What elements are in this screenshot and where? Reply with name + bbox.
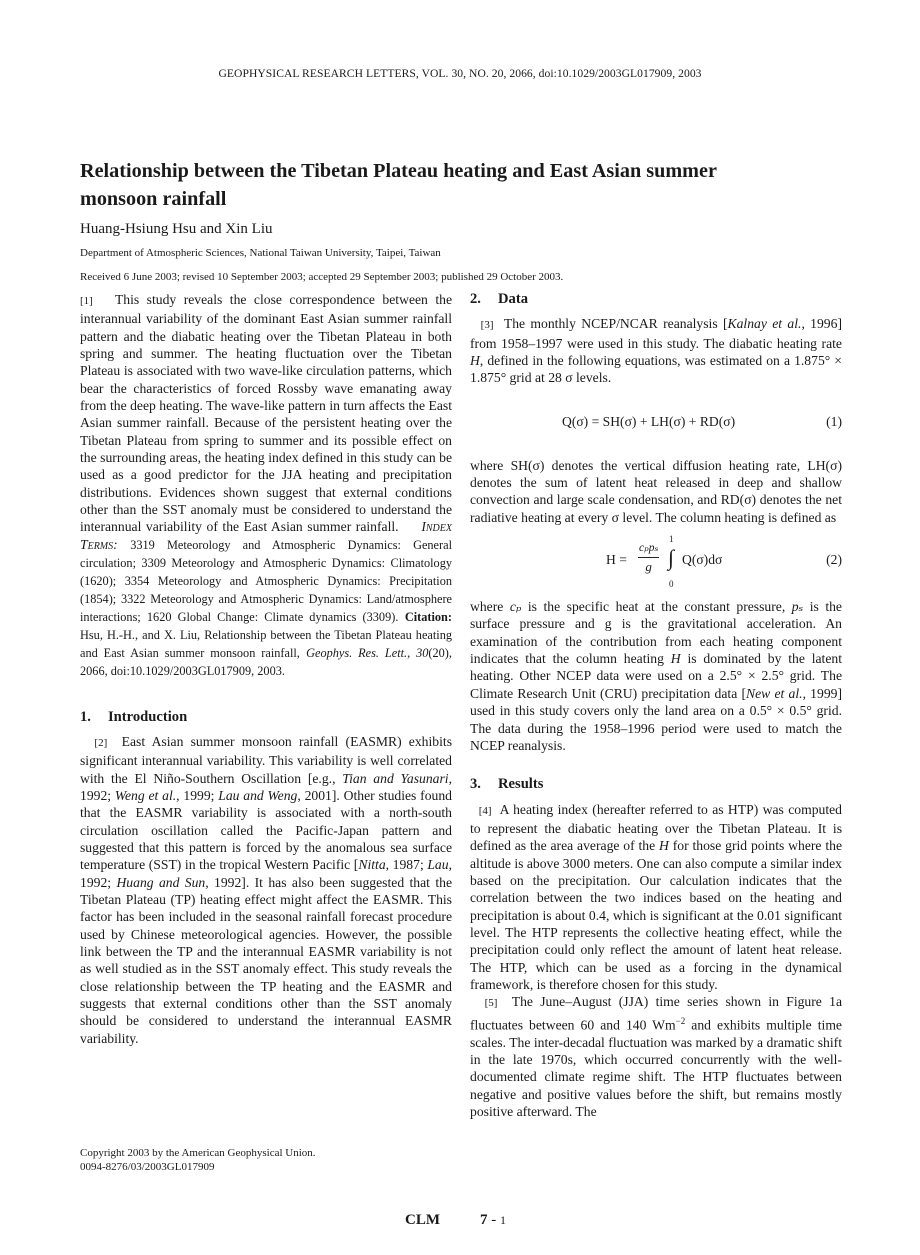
index-terms-label: Index Terms: xyxy=(80,519,452,552)
received-dates: Received 6 June 2003; revised 10 September 2003; accepted 29 September 2003; published 29 October 2003. xyxy=(80,271,564,283)
left-column xyxy=(80,291,452,1047)
paper-title: Relationship between the Tibetan Plateau heating and East Asian summer monsoon rainfall xyxy=(80,160,717,210)
copyright-notice: Copyright 2003 by the American Geophysical Union. 0094-8276/03/2003GL017909 xyxy=(80,1147,316,1173)
results-paragraph-4: [4] A heating index (hereafter referred to as HTP) was computed to represent the diabatic heating over the Tibetan Plateau. It is defined as the area average of the H for those grid points where the altitude is above 3000 meters. One can also compute a similar index based on the precipitation. Our calculation indicates that the correlation between the two indices based on the heating and precipitation is about 0.4, which is significant at the 0.01 significant level. The HTP represents the collective heating effect, while the precipitation could only reflect the amount of latent heat release. The HTP, which can be used as a forcing in the dynamical framework, is therefore chosen for this study. xyxy=(470,801,843,992)
results-paragraph-5: [5] The June–August (JJA) time series shown in Figure 1a fluctuates between 60 and 140 $Wm^{-2}$ and exhibits multiple time scales. The inter-decadal fluctuation was marked by a dramatic shift in the late 1970s, which occurred concurrently with the well-documented climate regime shift. The HTP fluctuates between negative and positive values before the shift, but remains mostly positive afterward. The xyxy=(470,994,843,1119)
intro-paragraph: [2] East Asian summer monsoon rainfall (EASMR) exhibits significant interannual variability. This variability is well correlated with the El Niño-Southern Oscillation [e.g., Tian and Yasunari, 1992; Weng et al., 1999; Lau and Weng, 2001]. Other studies found that the EASMR variability is associated with a north-south circulation oscillation called the Pacific-Japan pattern and suggested that this pattern is forced by the anomalous sea surface temperature (SST) in the tropical Western Pacific [Nitta, 1987; Lau, 1992; Huang and Sun, 1992]. It has also been suggested that the Tibetan Plateau (TP) heating effect might affect the EASMR. This factor has been included in the seasonal rainfall forecast procedure used by Chinese meteorological agencies. However, the possible link between the TP and the interannual EASMR variability is not as well studied as in the SST anomaly effect. This study reveals the close relationship between the TP heating and the EASMR and suggests that external conditions other than the SST anomaly should be considered to understand the interannual EASMR variability. xyxy=(80,733,453,1046)
abstract-text: This study reveals the close correspondence between the interannual variability of the dominant East Asian summer rainfall pattern and the diabatic heating over the Tibetan Plateau in both spring and summer. The heating fluctuation over the Tibetan Plateau is associated with two wave-like circulation patterns, which bear the characteristics of forced Rossby wave emanating away from the deep heating. The wave-like pattern in turn affects the East Asian summer rainfall. Because of the persistent heating over the Tibetan Plateau from spring to summer and its possible effect on the surrounding areas, the heating index defined in this study can be used as a good predictor for the JJA heating and precipitation distributions. Evidences shown suggest that external conditions other than the SST anomaly must be considered to understand the interannual variability of the East Asian summer rainfall. xyxy=(80,292,453,535)
citation-text: Hsu, H.-H., and X. Liu, Relationship between the Tibetan Plateau heating and East Asian summer monsoon rainfall, xyxy=(80,628,452,661)
section-heading-data: 2. Data xyxy=(470,291,528,307)
running-head: GEOPHYSICAL RESEARCH LETTERS, VOL. 30, NO. 20, 2066, doi:10.1029/2003GL017909, 2003 xyxy=(218,67,702,80)
reference: Huang and Sun xyxy=(116,874,206,890)
data-paragraph-2: where SH(σ) denotes the vertical diffusion heating rate, LH(σ) denotes the sum of latent heat released in deep and shallow convection and large scale condensation, and RD(σ) denotes the net radiative heating at every σ level. The column heating is defined as xyxy=(470,457,842,525)
citation-doi: (20), 2066, doi:10.1029/2003GL017909, 2003. xyxy=(80,646,452,679)
page-number: 7 - 1 xyxy=(480,1212,506,1228)
paragraph-number: [2] xyxy=(94,736,108,749)
integral-sign: ∫ xyxy=(668,545,675,571)
equation-2: H = cₚpₛ g 1 ∫ 0 Q(σ)dσ (2) xyxy=(606,534,842,590)
fraction: cₚpₛ g xyxy=(639,542,659,575)
citation-label: Citation: xyxy=(404,610,452,625)
equation-number: (2) xyxy=(826,552,842,568)
reference: Lau and Weng xyxy=(218,787,298,803)
data-paragraph: [3] The monthly NCEP/NCAR reanalysis [Kalnay et al., 1996] from 1958–1997 were used in this study. The diabatic heating rate H, defined in the following equations, was estimated on a 1.875° × 1.875° grid at 28 σ levels. xyxy=(470,316,842,386)
paragraph-number: [1] xyxy=(80,295,93,307)
right-column xyxy=(470,291,842,1120)
data-paragraph-3: where cₚ is the specific heat at the constant pressure, pₛ is the surface pressure and g is the gravitational acceleration. An examination of the contribution from each heating component indicates that the column heating H is dominated by the latent heating. Other NCEP data were used on a 2.5° × 2.5° grid. The Climate Research Unit (CRU) precipitation data [New et al., 1999] used in this study covers only the land area on a 0.5° × 0.5° grid. The data during the 1958–1996 period were used to match the NCEP reanalysis. xyxy=(470,599,843,753)
citation-volume: 30 xyxy=(416,646,429,661)
paragraph-number: [5] xyxy=(484,997,498,1010)
journal-code: CLM xyxy=(405,1212,440,1228)
section-heading-introduction: 1. Introduction xyxy=(80,708,188,725)
reference: Lau xyxy=(427,857,449,873)
section-heading-results: 3. Results xyxy=(470,776,544,793)
equation-number: (1) xyxy=(826,413,842,429)
equation-1: Q(σ) = SH(σ) + LH(σ) + RD(σ) (1) xyxy=(562,413,842,429)
index-terms: 3319 Meteorology and Atmospheric Dynamics: General circulation; 3309 Meteorology and Atmospheric Dynamics: Climatology (1620); 3354 Meteorology and Atmospheric Dynamics: Precipitation (1854); 3322 Meteorology and Atmospheric Dynamics: Land/atmosphere interactions; 1620 Global Change: Climate dynamics (3309). xyxy=(80,537,452,625)
abstract: [1] This study reveals the close correspondence between the interannual variability of the dominant East Asian summer rainfall pattern and the diabatic heating over the Tibetan Plateau in both spring and summer. The heating fluctuation over the Tibetan Plateau is associated with two wave-like circulation patterns, which bear the characteristics of forced Rossby wave emanating away from the deep heating. The wave-like pattern in turn affects the East Asian summer rainfall. Because of the persistent heating over the Tibetan Plateau from spring to summer and its possible effect on the surrounding areas, the heating index defined in this study can be used as a good predictor for the JJA heating and precipitation distributions. Evidences shown suggest that external conditions other than the SST anomaly must be considered to understand the interannual variability of the East Asian summer rainfall. Index Terms: 3319 Meteorology and Atmospheric Dynamics: General circulation; 3309 Meteorology and Atmospheric Dynamics: Climatology (1620); 3354 Meteorology and Atmospheric Dynamics: Precipitation (1854); 3322 Meteorology and Atmospheric Dynamics: Land/atmosphere interactions; 1620 Global Change: Climate dynamics (3309). Citation: Hsu, H.-H., and X. Liu, Relationship between the Tibetan Plateau heating and East Asian summer monsoon rainfall, Geophys. Res. Lett., 30(20), 2066, doi:10.1029/2003GL017909, 2003. xyxy=(80,292,453,679)
authors: Huang-Hsiung Hsu and Xin Liu xyxy=(80,221,273,237)
affiliation: Department of Atmospheric Sciences, National Taiwan University, Taipei, Taiwan xyxy=(80,247,441,259)
paragraph-number: [3] xyxy=(480,319,494,332)
reference: Tian and Yasunari xyxy=(342,770,449,786)
reference: New et al. xyxy=(746,685,803,701)
reference: Weng et al. xyxy=(114,787,177,803)
paragraph-number: [4] xyxy=(478,804,492,817)
reference: Kalnay et al. xyxy=(727,316,802,332)
reference: Nitta xyxy=(358,857,386,873)
citation-journal: Geophys. Res. Lett. xyxy=(306,646,408,661)
